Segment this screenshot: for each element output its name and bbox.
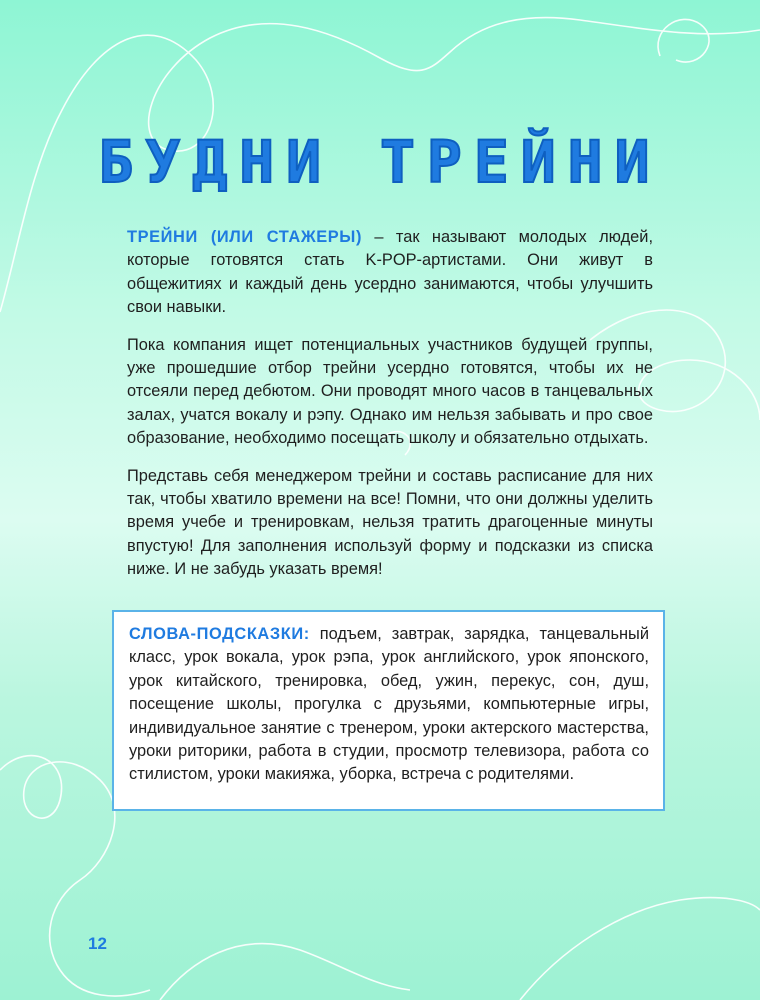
intro-text: – так называют молодых людей, которые готовятся стать K-POP-артистами. Они живут в общежитиях и каждый день усердно занимаются, чтобы улучшить свои навыки. [127,228,653,317]
paragraph-task: Представь себя менеджером трейни и составь расписание для них так, чтобы хватило времени на все! Помни, что они должны уделить время учебе и тренировкам, нельзя тратить драгоценные минуты впустую! Для заполнения используй форму и подсказки из списка ниже. И не забудь указать время! [127,466,653,579]
hint-words-box [112,610,665,811]
page-number: 12 [88,934,107,953]
paragraph-recruitment: Пока компания ищет потенциальных участников будущей группы, уже прошедшие отбор трейни усердно готовятся, чтобы их не отсеяли перед дебютом. Они проводят много часов в танцевальных залах, учатся вокалу и рэпу. Однако им нельзя забывать и про свое образование, необходимо посещать школу и обязательно отдыхать. [127,335,653,448]
main-text [127,226,653,596]
hint-words-label: СЛОВА-ПОДСКАЗКИ: [129,625,310,643]
hint-words-paragraph [129,623,649,787]
intro-paragraph [127,226,653,320]
intro-lead-term: ТРЕЙНИ (ИЛИ СТАЖЕРЫ) [127,228,363,246]
hint-words-list: подъем, завтрак, зарядка, танцевальный класс, урок вокала, урок рэпа, урок английского, урок японского, урок китайского, тренировка, обед, ужин, перекус, сон, душ, посещение школы, прогулка с друзьями, компьютерные игры, индивидуальное занятие с тренером, уроки актерского мастерства, уроки риторики, работа в студии, просмотр телевизора, работа со стилистом, уроки макияжа, уборка, встреча с родителями. [129,625,649,784]
page-title: БУДНИ ТРЕЙНИ [98,128,662,196]
